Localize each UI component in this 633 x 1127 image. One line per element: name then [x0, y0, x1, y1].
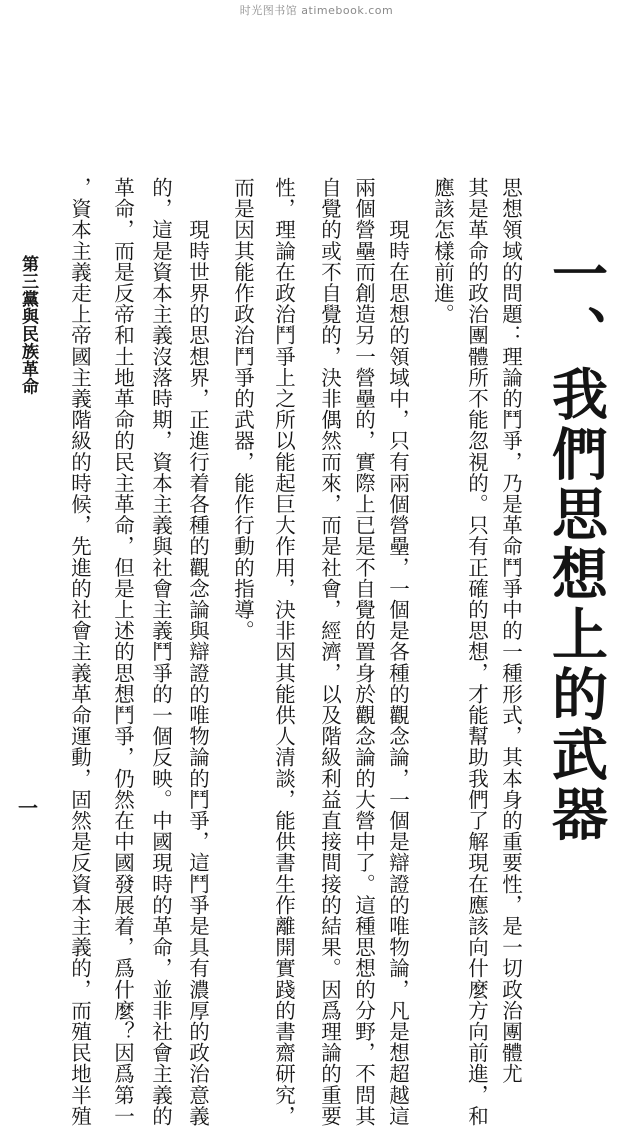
text-column-4: 現時在思想的領域中，只有兩個營壘，一個是各種的觀念論，一個是辯證的唯物論，凡是想超越這: [385, 177, 410, 1127]
text-column-10: 的，這是資本主義沒落時期，資本主義與社會主義鬥爭的一個反映。中國現時的革命，並非社會主義的: [148, 177, 173, 1127]
watermark: 时光图书馆 atimebook.com: [239, 4, 394, 17]
text-column-3: 應該怎樣前進。: [430, 177, 455, 325]
chapter-title: 一、我們思想上的武器: [543, 245, 609, 845]
text-column-6: 自覺的或不自覺的，決非偶然而來，而是社會，經濟，以及階級利益直接間接的結果。因爲理論的重要: [317, 177, 342, 1127]
text-column-11: 革命，而是反帝和土地革命的民主革命，但是上述的思想鬥爭，仍然在中國發展着，爲什麼？因爲第一: [110, 177, 135, 1127]
text-column-2: 其是革命的政治團體所不能忽視的。只有正確的思想，才能幫助我們了解現在應該向什麼方向前進，和: [464, 177, 489, 1127]
running-title: 第三黨與民族革命: [18, 255, 38, 395]
text-column-5: 兩個營壘而創造另一營壘的，實際上已是不自覺的置身於觀念論的大營中了。這種思想的分野，不問其: [351, 177, 376, 1127]
text-column-9: 現時世界的思想界，正進行着各種的觀念論與辯證的唯物論的鬥爭，這鬥爭是具有濃厚的政治意義: [185, 177, 210, 1127]
page-number: 一: [18, 796, 38, 820]
text-column-7: 性，理論在政治鬥爭上之所以能起巨大作用，決非因其能供人清談，能供書生作離開實踐的書齋研究，: [271, 177, 296, 1127]
text-column-12: ，資本主義走上帝國主義階級的時候，先進的社會主義革命運動，固然是反資本主義的，而殖民地半殖: [67, 177, 92, 1127]
text-column-1: 思想領域的問題：理論的鬥爭，乃是革命鬥爭中的一種形式，其本身的重要性，是一切政治團體尤: [498, 177, 523, 1085]
text-column-8: 而是因其能作政治鬥爭的武器，能作行動的指導。: [230, 177, 255, 642]
